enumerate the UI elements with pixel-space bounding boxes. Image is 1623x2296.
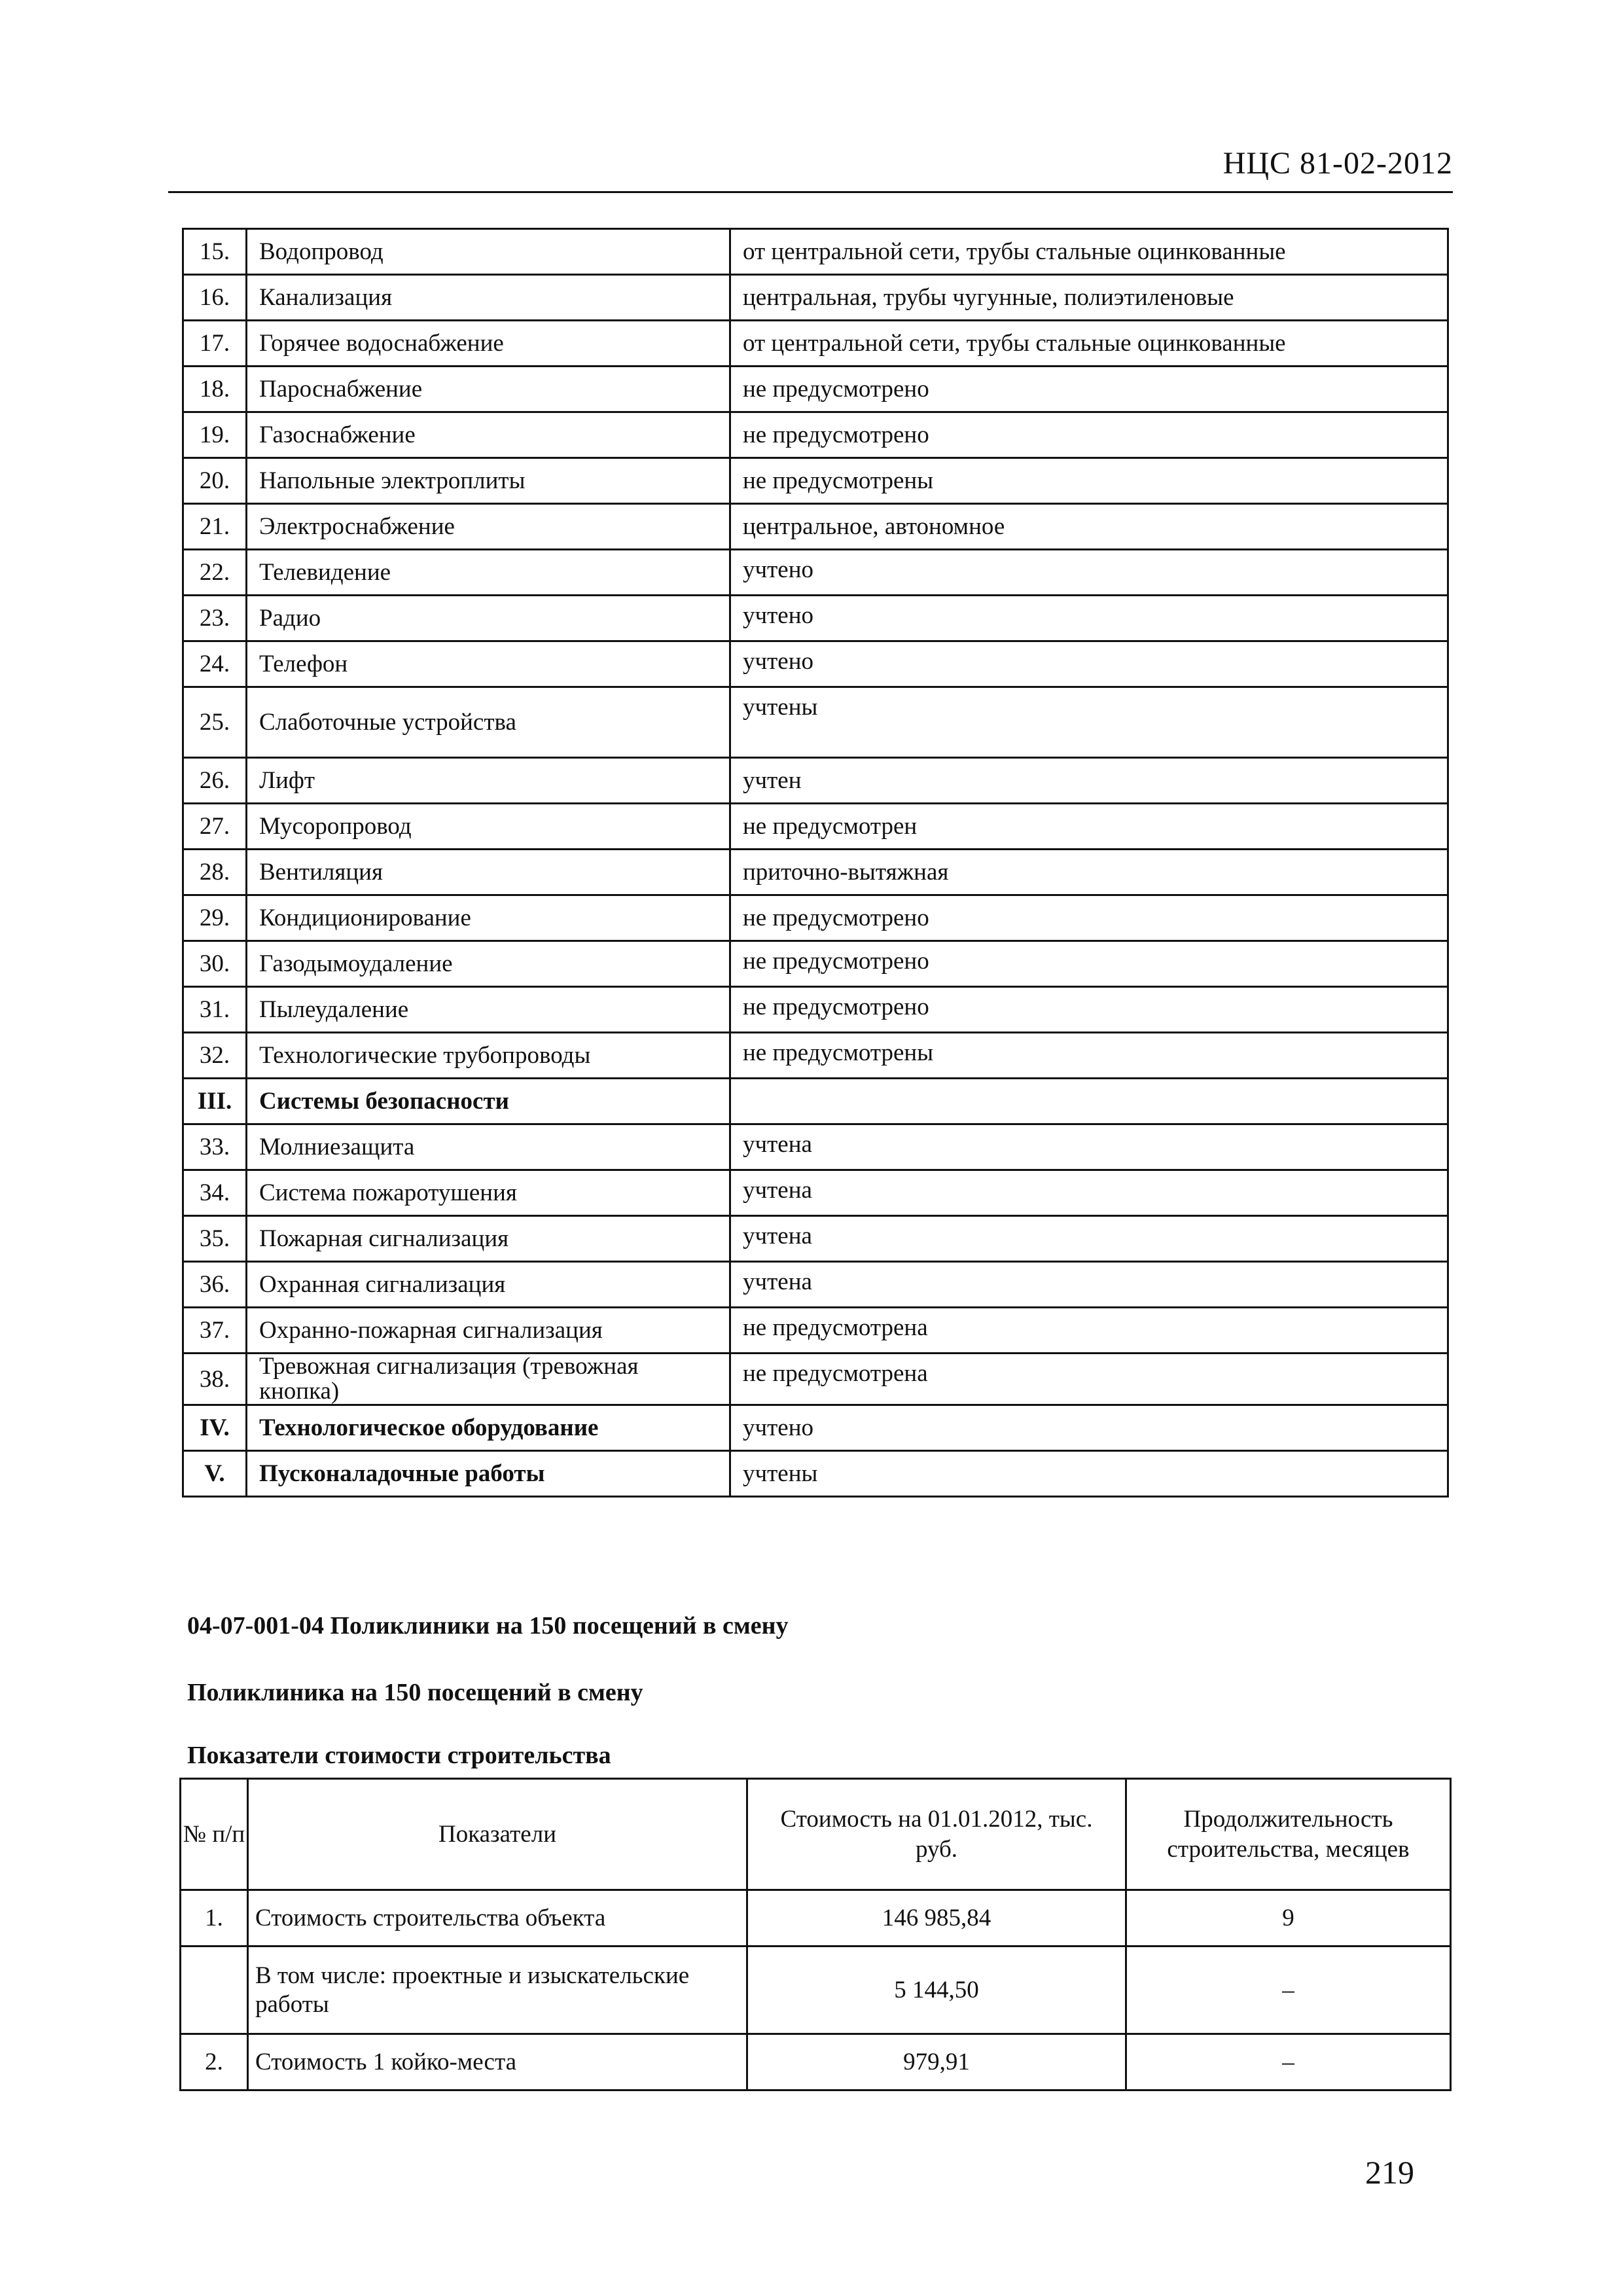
- table-row: [183, 367, 1448, 412]
- row-number: 1.: [181, 1890, 248, 1946]
- column-header-indicator: Показатели: [248, 1779, 747, 1890]
- row-name: Лифт: [247, 758, 730, 804]
- row-value: [730, 1079, 1448, 1124]
- column-header-duration: Продолжительность строительства, месяцев: [1126, 1779, 1451, 1890]
- row-number: [181, 1946, 248, 2034]
- row-name: Мусоропровод: [247, 804, 730, 850]
- section-number: IV.: [183, 1405, 247, 1451]
- row-name: Газодымоудаление: [247, 941, 730, 987]
- section-heading-code: 04-07-001-04 Поликлиники на 150 посещений в смену: [187, 1612, 789, 1640]
- row-value: учтена: [730, 1170, 1448, 1216]
- row-number: 38.: [183, 1354, 247, 1405]
- page-header: [168, 137, 1453, 193]
- row-number: 31.: [183, 987, 247, 1033]
- section-heading-indicators: Показатели стоимости строительства: [187, 1742, 611, 1769]
- table-row: [183, 229, 1448, 275]
- row-number: 24.: [183, 641, 247, 687]
- row-value: не предусмотрено: [730, 941, 1448, 987]
- row-value: центральная, трубы чугунные, полиэтиленовые: [730, 275, 1448, 321]
- row-name: Слаботочные устройства: [247, 687, 730, 758]
- row-value: учтено: [730, 596, 1448, 641]
- row-name: Газоснабжение: [247, 412, 730, 458]
- row-name: Молниезащита: [247, 1124, 730, 1170]
- table-row: [183, 1354, 1448, 1405]
- systems-table: [182, 228, 1449, 1498]
- row-name: Напольные электроплиты: [247, 458, 730, 504]
- table-row: [183, 596, 1448, 641]
- row-name: Система пожаротушения: [247, 1170, 730, 1216]
- row-name: Пожарная сигнализация: [247, 1216, 730, 1262]
- document-code: НЦС 81-02-2012: [1222, 146, 1453, 181]
- table-row: [183, 412, 1448, 458]
- row-number: 30.: [183, 941, 247, 987]
- table-row: [183, 275, 1448, 321]
- row-number: 32.: [183, 1033, 247, 1079]
- table-row: [183, 850, 1448, 895]
- column-header-cost: Стоимость на 01.01.2012, тыс. руб.: [747, 1779, 1126, 1890]
- row-number: 26.: [183, 758, 247, 804]
- row-value: не предусмотрено: [730, 367, 1448, 412]
- row-number: 36.: [183, 1262, 247, 1308]
- row-value: не предусмотрено: [730, 412, 1448, 458]
- table-row: [183, 1216, 1448, 1262]
- table-row: [183, 458, 1448, 504]
- row-value: учтено: [730, 641, 1448, 687]
- row-value: не предусмотрено: [730, 895, 1448, 941]
- row-name: Водопровод: [247, 229, 730, 275]
- table-row: [183, 641, 1448, 687]
- table-row: [181, 1890, 1451, 1946]
- section-title: Пусконаладочные работы: [247, 1451, 730, 1497]
- row-number: 19.: [183, 412, 247, 458]
- row-number: 21.: [183, 504, 247, 550]
- row-value: не предусмотрены: [730, 458, 1448, 504]
- row-name: Телевидение: [247, 550, 730, 596]
- table-row: [181, 1946, 1451, 2034]
- table-header-row: [181, 1779, 1451, 1890]
- section-row: [183, 1079, 1448, 1124]
- row-name: Электроснабжение: [247, 504, 730, 550]
- row-number: 22.: [183, 550, 247, 596]
- row-value: учтены: [730, 687, 1448, 758]
- row-value: не предусмотрен: [730, 804, 1448, 850]
- row-value: не предусмотрена: [730, 1308, 1448, 1354]
- table-row: [183, 895, 1448, 941]
- row-value: учтена: [730, 1216, 1448, 1262]
- row-name: Канализация: [247, 275, 730, 321]
- row-number: 27.: [183, 804, 247, 850]
- section-title: Системы безопасности: [247, 1079, 730, 1124]
- section-title: Технологическое оборудование: [247, 1405, 730, 1451]
- row-number: 15.: [183, 229, 247, 275]
- section-number: III.: [183, 1079, 247, 1124]
- table-row: [183, 1033, 1448, 1079]
- table-row: [183, 1308, 1448, 1354]
- row-cost: 5 144,50: [747, 1946, 1126, 2034]
- row-duration: 9: [1126, 1890, 1451, 1946]
- row-duration: –: [1126, 2034, 1451, 2090]
- row-indicator: Стоимость 1 койко-места: [248, 2034, 747, 2090]
- section-row: [183, 1451, 1448, 1497]
- row-name: Технологические трубопроводы: [247, 1033, 730, 1079]
- row-indicator: Стоимость строительства объекта: [248, 1890, 747, 1946]
- row-value: учтено: [730, 1405, 1448, 1451]
- row-value: центральное, автономное: [730, 504, 1448, 550]
- row-name: Радио: [247, 596, 730, 641]
- row-cost: 146 985,84: [747, 1890, 1126, 1946]
- section-heading-object: Поликлиника на 150 посещений в смену: [187, 1679, 643, 1706]
- table-row: [183, 1170, 1448, 1216]
- row-value: не предусмотрены: [730, 1033, 1448, 1079]
- row-duration: –: [1126, 1946, 1451, 2034]
- row-indicator: В том числе: проектные и изыскательские работы: [248, 1946, 747, 2034]
- row-value: учтена: [730, 1124, 1448, 1170]
- row-value: учтено: [730, 550, 1448, 596]
- row-name: Тревожная сигнализация (тревожная кнопка): [247, 1354, 730, 1405]
- row-name: Пылеудаление: [247, 987, 730, 1033]
- row-value: от центральной сети, трубы стальные оцинкованные: [730, 229, 1448, 275]
- row-value: приточно-вытяжная: [730, 850, 1448, 895]
- row-number: 18.: [183, 367, 247, 412]
- row-number: 35.: [183, 1216, 247, 1262]
- cost-indicators-table: [179, 1778, 1452, 2091]
- table-row: [183, 1124, 1448, 1170]
- row-name: Телефон: [247, 641, 730, 687]
- row-name: Охранная сигнализация: [247, 1262, 730, 1308]
- row-number: 25.: [183, 687, 247, 758]
- row-name: Пароснабжение: [247, 367, 730, 412]
- row-number: 37.: [183, 1308, 247, 1354]
- section-number: V.: [183, 1451, 247, 1497]
- table-row: [183, 758, 1448, 804]
- row-number: 20.: [183, 458, 247, 504]
- row-number: 17.: [183, 321, 247, 367]
- column-header-number: № п/п: [181, 1779, 248, 1890]
- table-row: [183, 687, 1448, 758]
- row-number: 2.: [181, 2034, 248, 2090]
- row-value: учтен: [730, 758, 1448, 804]
- row-value: не предусмотрена: [730, 1354, 1448, 1405]
- row-number: 23.: [183, 596, 247, 641]
- section-row: [183, 1405, 1448, 1451]
- table-row: [183, 550, 1448, 596]
- table-row: [183, 987, 1448, 1033]
- row-number: 34.: [183, 1170, 247, 1216]
- row-number: 16.: [183, 275, 247, 321]
- row-value: не предусмотрено: [730, 987, 1448, 1033]
- table-row: [181, 2034, 1451, 2090]
- row-name: Вентиляция: [247, 850, 730, 895]
- table-row: [183, 1262, 1448, 1308]
- row-number: 33.: [183, 1124, 247, 1170]
- table-row: [183, 504, 1448, 550]
- table-row: [183, 804, 1448, 850]
- row-value: от центральной сети, трубы стальные оцинкованные: [730, 321, 1448, 367]
- row-value: учтены: [730, 1451, 1448, 1497]
- row-number: 29.: [183, 895, 247, 941]
- row-name: Горячее водоснабжение: [247, 321, 730, 367]
- row-cost: 979,91: [747, 2034, 1126, 2090]
- row-name: Охранно-пожарная сигнализация: [247, 1308, 730, 1354]
- page-number: 219: [1365, 2154, 1414, 2191]
- row-number: 28.: [183, 850, 247, 895]
- row-name: Кондиционирование: [247, 895, 730, 941]
- table-row: [183, 321, 1448, 367]
- row-value: учтена: [730, 1262, 1448, 1308]
- table-row: [183, 941, 1448, 987]
